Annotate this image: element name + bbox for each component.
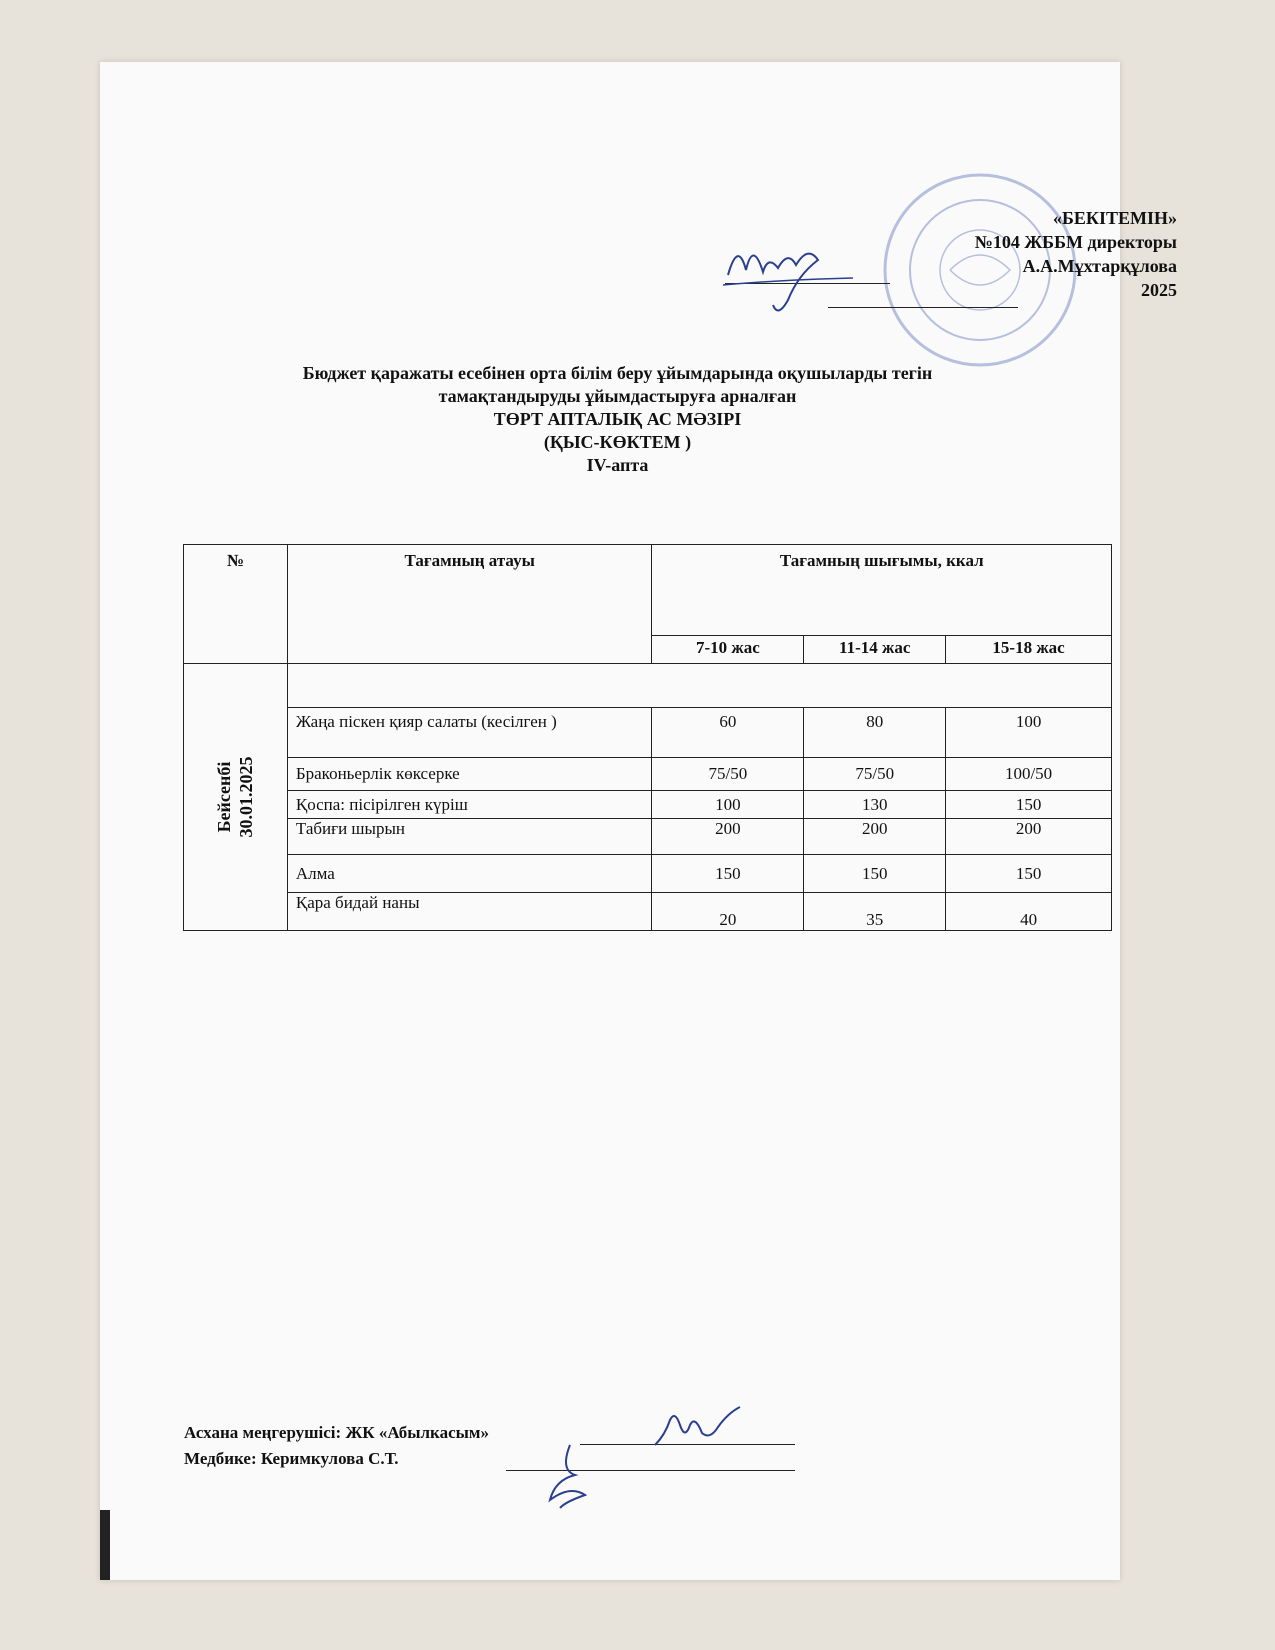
header-yield: Тағамның шығымы, ккал — [652, 545, 1112, 636]
kcal-15-18: 100 — [946, 708, 1112, 758]
kcal-11-14: 130 — [804, 791, 946, 819]
kcal-7-10: 20 — [652, 893, 804, 931]
canteen-manager-signature — [650, 1405, 760, 1450]
title-line-1: Бюджет қаражаты есебінен орта білім беру ұйымдарында оқушыларды тегін — [302, 363, 933, 383]
kcal-11-14: 75/50 — [804, 758, 946, 791]
title-line-2: тамақтандыруды ұйымдастыруға арналған — [438, 386, 797, 406]
nurse-signature — [540, 1440, 610, 1510]
menu-table — [183, 544, 1112, 931]
kcal-11-14: 35 — [804, 893, 946, 931]
header-age-11-14: 11-14 жас — [804, 636, 946, 664]
approval-year: 2025 — [1141, 280, 1177, 300]
kcal-7-10: 75/50 — [652, 758, 804, 791]
table-row — [184, 855, 1112, 893]
nurse-label: Медбике: Керимкулова С.Т. — [184, 1449, 399, 1468]
dish-name: Қара бидай наны — [287, 893, 652, 931]
day-cell — [184, 664, 288, 931]
approval-name: А.А.Мұхтарқұлова — [1022, 256, 1177, 276]
kcal-7-10: 60 — [652, 708, 804, 758]
kcal-7-10: 200 — [652, 819, 804, 855]
table-row — [184, 791, 1112, 819]
approval-block — [975, 206, 1177, 302]
kcal-11-14: 200 — [804, 819, 946, 855]
title-line-5: IV-апта — [586, 455, 649, 475]
kcal-15-18: 40 — [946, 893, 1112, 931]
title-line-3: ТӨРТ АПТАЛЫҚ АС МӘЗІРІ — [493, 409, 742, 429]
table-row — [184, 708, 1112, 758]
dish-name: Табиғи шырын — [287, 819, 652, 855]
kcal-15-18: 200 — [946, 819, 1112, 855]
kcal-15-18: 150 — [946, 791, 1112, 819]
table-row — [184, 893, 1112, 931]
dish-name: Алма — [287, 855, 652, 893]
header-age-7-10: 7-10 жас — [652, 636, 804, 664]
kcal-11-14: 80 — [804, 708, 946, 758]
approval-position: №104 ЖББМ директоры — [974, 232, 1177, 252]
table-row — [184, 758, 1112, 791]
approval-heading: «БЕКІТЕМІН» — [1053, 208, 1177, 228]
kcal-15-18: 100/50 — [946, 758, 1112, 791]
kcal-7-10: 150 — [652, 855, 804, 893]
footer-signatures — [184, 1420, 489, 1472]
table-row — [184, 819, 1112, 855]
header-age-15-18: 15-18 жас — [946, 636, 1112, 664]
scan-edge — [100, 1510, 110, 1580]
dish-name: Жаңа піскен қияр салаты (кесілген ) — [287, 708, 652, 758]
day-date: 30.01.2025 — [236, 756, 257, 838]
kcal-7-10: 100 — [652, 791, 804, 819]
canteen-manager-label: Асхана меңгерушісі: ЖК «Абылкасым» — [184, 1423, 489, 1442]
title-line-4: (ҚЫС-КӨКТЕМ ) — [543, 432, 692, 452]
kcal-11-14: 150 — [804, 855, 946, 893]
header-dish-name: Тағамның атауы — [287, 545, 652, 664]
kcal-15-18: 150 — [946, 855, 1112, 893]
dish-name: Браконьерлік көксерке — [287, 758, 652, 791]
day-name: Бейсенбі — [214, 761, 235, 833]
header-number: № — [184, 545, 288, 664]
director-signature — [718, 230, 858, 320]
document-title — [175, 362, 1060, 477]
dish-name: Қоспа: пісірілген күріш — [287, 791, 652, 819]
empty-row — [287, 664, 1111, 708]
